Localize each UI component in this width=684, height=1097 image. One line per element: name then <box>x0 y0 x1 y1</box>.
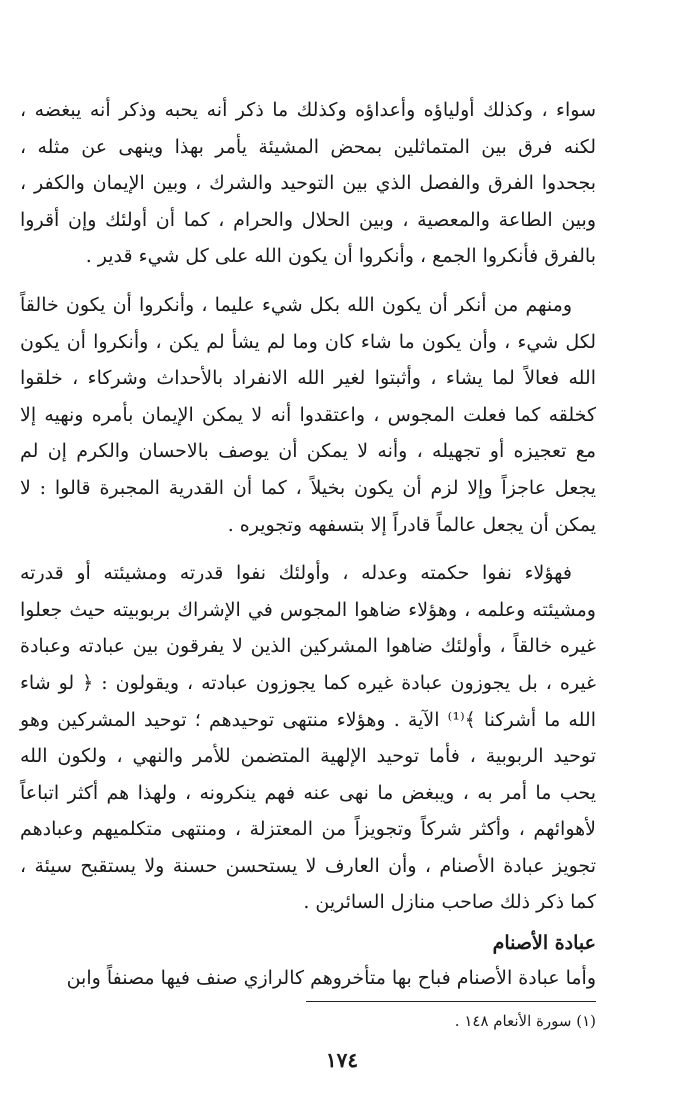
page-number: ١٧٤ <box>325 1048 359 1072</box>
section-heading: عبادة الأصنام <box>492 932 596 955</box>
paragraph-1: سواء ، وكذلك أولياؤه وأعداؤه وكذلك ما ذكر أنه يحبه وذكر أنه يبغضه ، لكنه فرق بين المتماثلين بمحض المشيئة يأمر بهذا وينهى عن مثله ، بجحدوا الفرق والفصل الذي بين التوحيد والشرك ، وبين الإيمان والكفر ، وبين الطاعة والمعصية ، وبين الحلال والحرام ، كما أن أولئك وإن أقروا بالفرق فأنكروا الجمع ، وأنكروا أن يكون الله على كل شيء قدير . <box>20 99 596 268</box>
paragraph-2: ومنهم من أنكر أن يكون الله بكل شيء عليما ، وأنكروا أن يكون خالقاً لكل شيء ، وأن يكون ما شاء كان وما لم يشأ لم يكن ، وأنكروا أن يكون الله فعالاً لما يشاء ، وأثبتوا لغير الله الانفراد بالأحداث وشركاء ، خلقوا كخلقه كما فعلت المجوس ، واعتقدوا أنه لا يمكن الإيمان بأمره ونهيه إلا مع تعجيزه أو تجهيله ، وأنه لا يمكن أن يوصف بالاحسان والكرم إن لم يجعل عاجزاً وإلا لزم أن يكون بخيلاً ، كما أن القدرية المجبرة قالوا : لا يمكن أن يجعل عالماً قادراً إلا بتسفهه وتجويره . <box>20 293 596 536</box>
footnote-divider <box>306 1001 596 1002</box>
paragraph-gap <box>20 275 596 287</box>
footnote: (١) سورة الأنعام ١٤٨ . <box>454 1012 596 1031</box>
paragraph-gap <box>20 543 596 555</box>
paragraph-4-first-line: وأما عبادة الأصنام فباح بها متأخروهم كالرازي صنف فيها مصنفاً وابن <box>66 967 596 990</box>
paragraph-3: فهؤلاء نفوا حكمته وعدله ، وأولئك نفوا قدرته ومشيئته أو قدرته ومشيئته وعلمه ، وهؤلاء ضاهوا المجوس في الإشراك بربوبيته حيث جعلوا غيره خالقاً ، وأولئك ضاهوا المشركين الذين لا يفرقون بين عبادته وعبادة غيره ، بل يجوزون عبادة غيره كما يجوزون عبادته ، ويقولون : ﴿ لو شاء الله ما أشركنا ﴾⁽¹⁾ الآية . وهؤلاء منتهى توحيدهم ؛ توحيد المشركين وهو توحيد الربوبية ، فأما توحيد الإلهية المتضمن للأمر والنهي ، ولكون الله يحب ما أمر به ، ويبغض ما نهى عنه فهم ينكرونه ، ولهذا هم أكثر اتباعاً لأهوائهم ، وأكثر شركاً وتجويزاً من المعتزلة ، ومنتهى متكلميهم وعبادهم تجويز عبادة الأصنام ، وأن العارف لا يستحسن حسنة ولا يستقبح سيئة ، كما ذكر ذلك صاحب منازل السائرين . <box>20 562 596 914</box>
page-body <box>20 92 596 1032</box>
